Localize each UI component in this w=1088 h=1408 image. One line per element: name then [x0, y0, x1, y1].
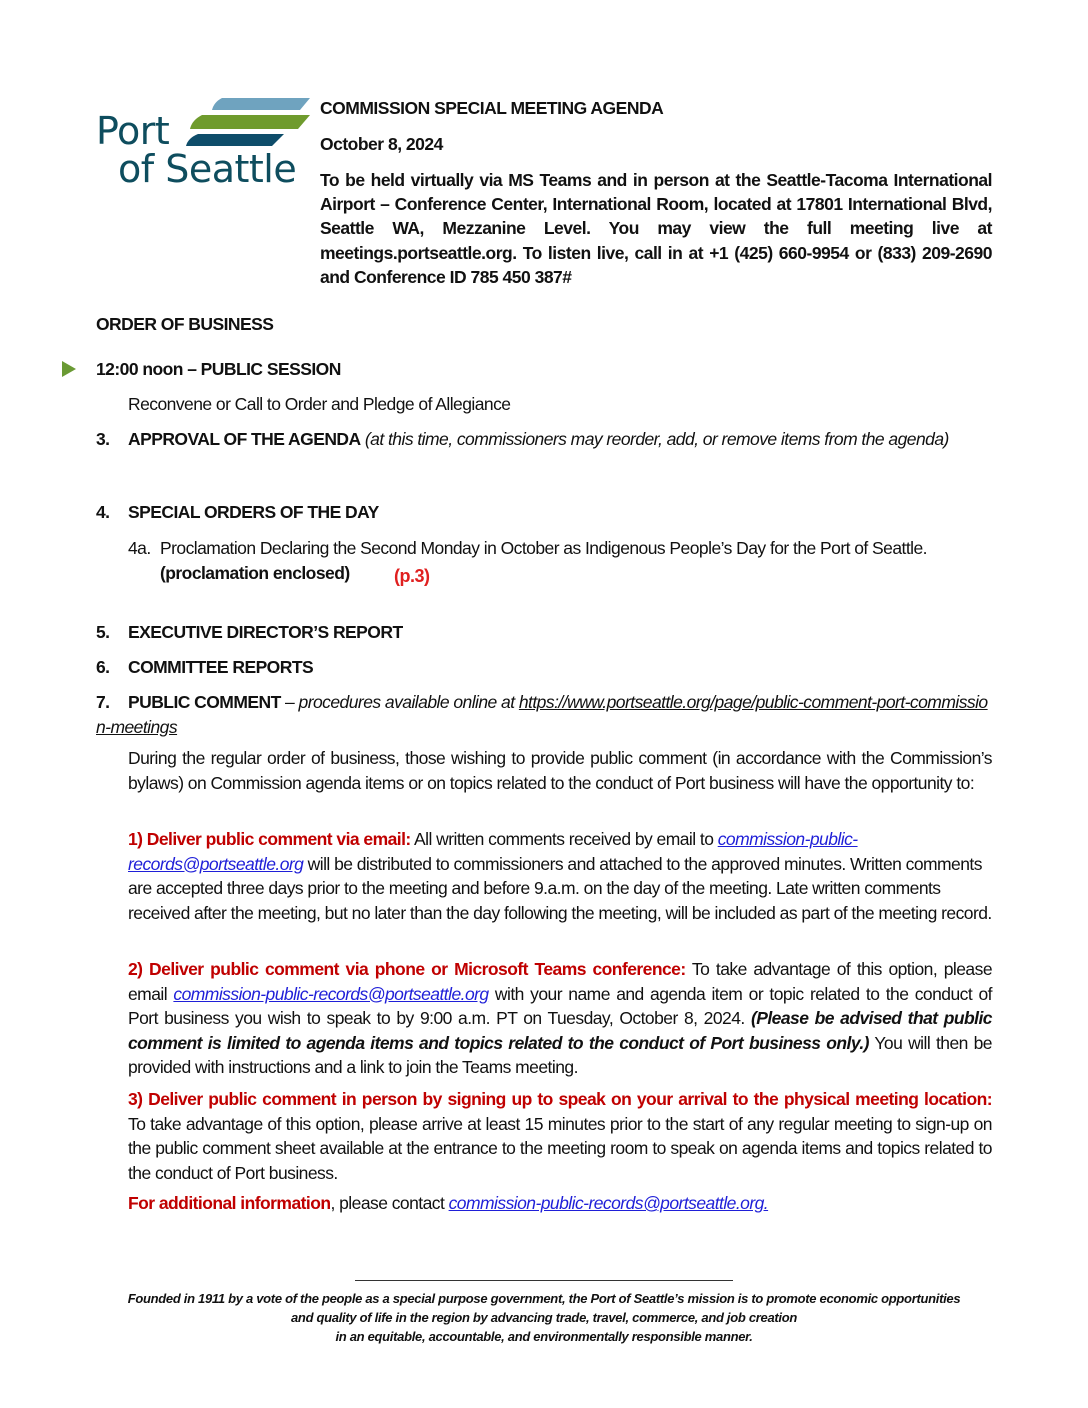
- public-comment-in-person-option: [128, 1087, 1001, 1185]
- item-number: 7.: [96, 692, 110, 712]
- item-note: (at this time, commissioners may reorder, add, or remove items from the agenda): [364, 429, 949, 449]
- option-text: To take advantage of this option, please email: [128, 959, 992, 1004]
- agenda-item-7: [96, 690, 996, 739]
- public-comment-phone-option: [128, 957, 992, 1080]
- footer-line: and quality of life in the region by advancing trade, travel, commerce, and job creation: [291, 1310, 797, 1325]
- option-label: 3) Deliver public comment in person by signing up to speak on your arrival to the physical meeting location:: [128, 1089, 992, 1109]
- item-title: EXECUTIVE DIRECTOR’S REPORT: [128, 622, 403, 642]
- meeting-date: October 8, 2024: [320, 134, 443, 154]
- logo-text-of-seattle: of Seattle: [118, 147, 297, 191]
- order-of-business-heading: ORDER OF BUSINESS: [96, 314, 274, 334]
- meeting-location: To be held virtually via MS Teams and in person at the Seattle-Tacoma International Airport – Conference Center, International Room, located at 17801 International Blvd, Seattle WA, Mezzanine Level. You may view the full meeting live at meetings.portseattle.org. To listen live, call in at +1 (425) 660-9954 or (833) 209-2690 and Conference ID 785 450 387#: [320, 170, 992, 287]
- agenda-title: COMMISSION SPECIAL MEETING AGENDA: [320, 98, 664, 118]
- reconvene-item: Reconvene or Call to Order and Pledge of Allegiance: [128, 394, 511, 414]
- agenda-item-6: [96, 655, 313, 680]
- item-title: PUBLIC COMMENT: [128, 692, 281, 712]
- proclamation-enclosed-note: (proclamation enclosed): [160, 563, 350, 583]
- item-number: 4.: [96, 502, 110, 522]
- play-arrow-icon: [62, 361, 76, 377]
- item-title: SPECIAL ORDERS OF THE DAY: [128, 502, 379, 522]
- logo-stripe-bottom: [186, 134, 284, 146]
- item-title: APPROVAL OF THE AGENDA: [128, 429, 361, 449]
- footer-line: Founded in 1911 by a vote of the people as a special purpose government, the Port of Seattle’s mission is to promote economic opportunities: [127, 1291, 961, 1306]
- commission-email-link[interactable]: commission-public-records@portseattle.org.: [448, 1193, 769, 1213]
- item-number: 3.: [96, 429, 110, 449]
- item-text: Proclamation Declaring the Second Monday in October as Indigenous People’s Day for the Port of Seattle.: [160, 538, 927, 558]
- option-text: To take advantage of this option, please arrive at least 15 minutes prior to the start of any regular meeting to sign-up on the public comment sheet available at the entrance to the meeting room to speak on agenda items and topics related to the conduct of Port business.: [128, 1089, 1001, 1183]
- logo-stripe-middle: [190, 115, 310, 129]
- item-note: procedures available online at: [298, 692, 519, 712]
- option-text: with your name and agenda item or topic related to the conduct of Port business you wish to speak to by 9:00 a.m. PT on Tuesday, October 8, 2024.: [128, 983, 992, 1028]
- option-text: You will then be provided with instructions and a link to join the Teams meeting.: [128, 1032, 992, 1077]
- public-comment-email-option: [128, 827, 992, 925]
- public-comment-intro: During the regular order of business, those wishing to provide public comment (in accordance with the Commission’s bylaws) on Commission agenda items or on topics related to the conduct of Port business will have the opportunity to:: [128, 748, 992, 793]
- item-number: 5.: [96, 622, 110, 642]
- mission-statement-footer: [96, 1289, 992, 1346]
- commission-email-link[interactable]: commission-public-records@portseattle.org: [128, 829, 858, 874]
- page-reference-link[interactable]: (p.3): [394, 566, 430, 586]
- logo-stripe-top: [212, 98, 310, 110]
- logo-text-port: Port: [96, 109, 170, 153]
- option-label: 1) Deliver public comment via email:: [128, 829, 411, 849]
- item-dash: –: [280, 692, 299, 712]
- agenda-item-5: [96, 620, 403, 645]
- footer-line: in an equitable, accountable, and environmentally responsible manner.: [335, 1329, 753, 1344]
- option-text: All written comments received by email to: [410, 829, 718, 849]
- commission-email-link[interactable]: commission-public-records@portseattle.org: [173, 983, 489, 1004]
- footer-divider: [355, 1280, 733, 1281]
- advisory-note: (Please be advised that public comment is limited to agenda items and topics related to the conduct of Port business only.): [128, 1008, 992, 1053]
- item-number: 6.: [96, 657, 110, 677]
- additional-information: [128, 1191, 992, 1216]
- agenda-item-3: [96, 427, 996, 452]
- info-text: , please contact: [330, 1193, 449, 1213]
- option-label: 2) Deliver public comment via phone or Microsoft Teams conference:: [128, 959, 686, 979]
- item-title: COMMITTEE REPORTS: [128, 657, 314, 677]
- port-of-seattle-logo: [94, 96, 316, 192]
- agenda-item-4: [96, 500, 379, 525]
- agenda-item-4a: [128, 536, 998, 561]
- option-text: will be distributed to commissioners and attached to the approved minutes. Written comments are accepted three days prior to the meeting and before 9.a.m. on the day of the meeting. Late written comments received after the meeting, but no later than the day following the meeting, will be included as part of the meeting record.: [128, 853, 992, 923]
- info-label: For additional information: [128, 1193, 331, 1213]
- item-number: 4a.: [128, 538, 151, 558]
- public-session-heading: 12:00 noon – PUBLIC SESSION: [96, 359, 341, 379]
- public-comment-procedures-link[interactable]: https://www.portseattle.org/page/public-comment-port-commission-meetings: [96, 692, 988, 737]
